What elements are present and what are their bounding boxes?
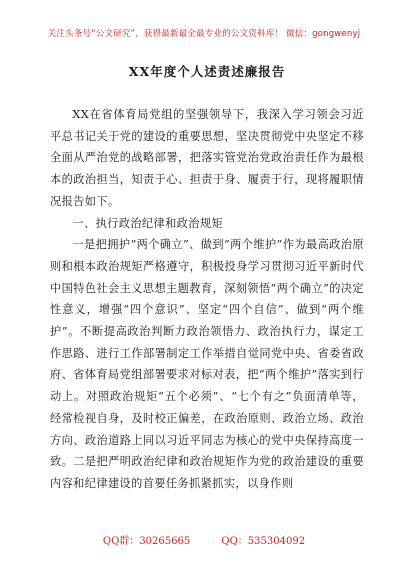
- footer-qq-group: QQ群：30265665: [102, 536, 191, 547]
- intro-paragraph: XX在省体育局党组的坚强领导下，我深入学习领会习近平总书记关于党的建设的重要思想，坚决贯彻党中央坚定不移全面从严治党的战略部署，把落实管党治党政治责任作为最根本的政治担当，知责于心、担责于身、履责于行，现将履职情况报告如下。: [50, 108, 364, 208]
- section-heading: 一、执行政治纪律和政治规矩: [72, 216, 224, 230]
- footer-contact: [0, 532, 408, 547]
- document-page: [50, 62, 364, 495]
- section-body-paragraph: 一是把拥护“两个确立”、做到“两个维护”作为最高政治原则和根本政治规矩严格遵守，积极投身学习贯彻习近平新时代中国特色社会主义思想主题教育，深刻领悟“两个确立”的决定性意义，增强“四个意识”、坚定“四个自信”、做到“两个维护”。不断提高政治判断力政治领悟力、政治执行力，谋定工作思路、进行工作部署制定工作举措自觉同党中央、省委省政府、省体育局党组部署要求对标对表，把“两个维护”落实到行动上。对照政治规矩“五个必须”、“七个有之”负面清单等，经常检视自身，及时校正偏差，在政治原则、政治立场、政治方向、政治道路上同以习近平同志为核心的党中央保持高度一致。二是把严明政治纪律和政治规矩作为党的政治建设的重要内容和纪律建设的首要任务抓紧抓实，以身作则: [50, 238, 364, 490]
- document-title: XX年度个人述责述廉报告: [128, 64, 286, 79]
- top-banner: 关注头条号“公文研究”，获得最新最全最专业的公文资料库！ 微信：gongwenyj: [47, 29, 361, 39]
- footer-qq: QQ：535304092: [221, 536, 306, 547]
